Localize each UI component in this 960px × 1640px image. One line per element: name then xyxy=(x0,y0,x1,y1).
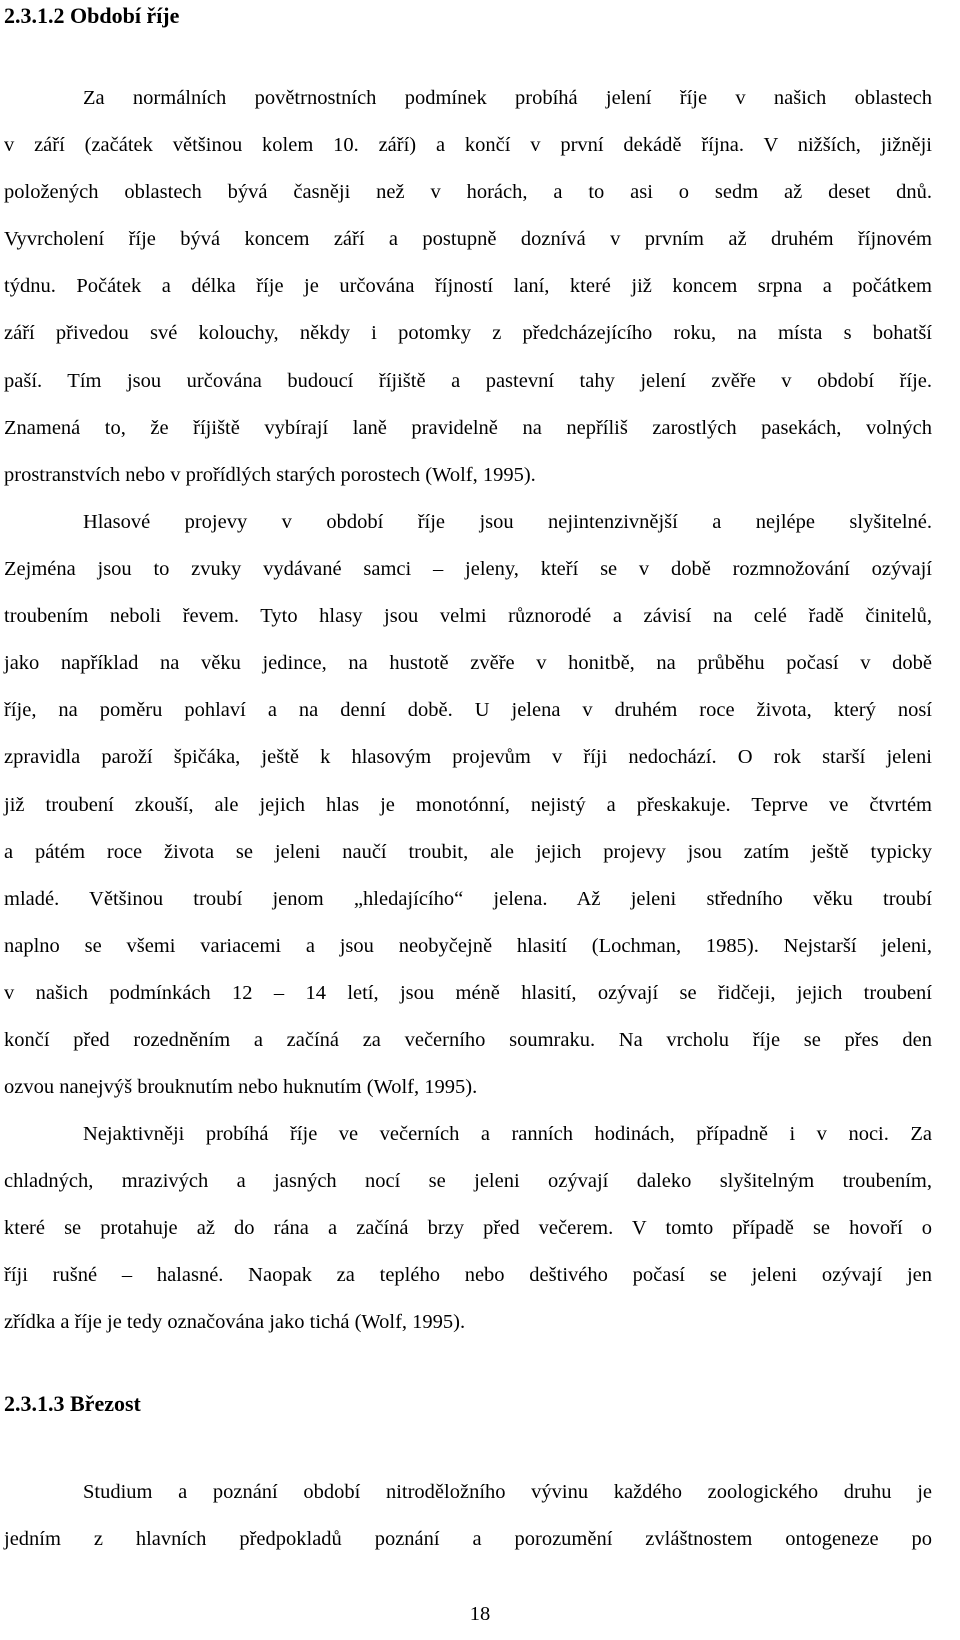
text-line: zpravidla paroží špičáka, ještě k hlasovým projevům v říji nedochází. O rok starší jeleni xyxy=(4,746,932,769)
text-line: jako například na věku jedince, na hustotě zvěře v honitbě, na průběhu počasí v době xyxy=(4,652,932,675)
text-line: položených oblastech bývá časněji než v horách, a to asi o sedm až deset dnů. xyxy=(4,181,932,204)
paragraph xyxy=(4,507,932,1119)
paragraph xyxy=(4,1477,932,1571)
section-heading-pregnancy: 2.3.1.3 Březost xyxy=(4,1391,141,1416)
text-line: naplno se všemi variacemi a jsou neobyčejně hlasití (Lochman, 1985). Nejstarší jeleni, xyxy=(4,934,932,957)
text-line: Znamená to, že říjiště vybírají laně pravidelně na nepříliš zarostlých pasekách, volných xyxy=(4,416,932,439)
text-line: v září (začátek většinou kolem 10. září) a končí v první dekádě října. V nižších, jižněji xyxy=(4,134,932,157)
text-line: září přivedou své kolouchy, někdy i potomky z předcházejícího roku, na místa s bohatší xyxy=(4,322,932,345)
text-line: prostranstvích nebo v prořídlých starých porostech (Wolf, 1995). xyxy=(4,463,536,486)
text-line: týdnu. Počátek a délka říje je určována říjností laní, které již koncem srpna a počátkem xyxy=(4,275,932,298)
text-line: Za normálních povětrnostních podmínek probíhá jelení říje v našich oblastech xyxy=(83,87,932,109)
text-line: Hlasové projevy v období říje jsou nejintenzivnější a nejlépe slyšitelné. xyxy=(83,511,932,533)
text-line: troubením neboli řevem. Tyto hlasy jsou velmi různorodé a závisí na celé řadě činitelů, xyxy=(4,605,932,628)
text-line: v našich podmínkách 12 – 14 letí, jsou méně hlasití, ozývají se řidčeji, jejich troubení xyxy=(4,981,932,1004)
page-number: 18 xyxy=(469,1603,491,1625)
text-line: Studium a poznání období nitroděložního vývinu každého zoologického druhu je xyxy=(83,1481,932,1503)
text-line: a pátém roce života se jeleni naučí troubit, ale jejich projevy jsou zatím ještě typicky xyxy=(4,840,932,863)
text-line: říji rušné – halasné. Naopak za teplého nebo deštivého počasí se jeleni ozývají jen xyxy=(4,1264,932,1287)
text-line: Zejména jsou to zvuky vydávané samci – jeleny, kteří se v době rozmnožování ozývají xyxy=(4,558,932,581)
section-heading-rut: 2.3.1.2 Období říje xyxy=(4,3,180,28)
text-line: končí před rozedněním a začíná za večerního soumraku. Na vrcholu říje se přes den xyxy=(4,1029,932,1052)
text-line: které se protahuje až do rána a začíná brzy před večerem. V tomto případě se hovoří o xyxy=(4,1217,932,1240)
text-line: chladných, mrazivých a jasných nocí se jeleni ozývají daleko slyšitelným troubením, xyxy=(4,1170,932,1193)
text-line: již troubení zkouší, ale jejich hlas je monotónní, nejistý a přeskakuje. Teprve ve čtvrtém xyxy=(4,793,932,816)
paragraph xyxy=(4,1119,932,1354)
text-line: Nejaktivněji probíhá říje ve večerních a ranních hodinách, případně i v noci. Za xyxy=(83,1123,932,1145)
text-line: mladé. Většinou troubí jenom „hledajícího“ jelena. Až jeleni středního věku troubí xyxy=(4,887,932,910)
text-line: říje, na poměru pohlaví a na denní době. U jelena v druhém roce života, který nosí xyxy=(4,699,932,722)
text-line: paší. Tím jsou určována budoucí říjiště a pastevní tahy jelení zvěře v období říje. xyxy=(4,369,932,392)
text-line: ozvou nanejvýš brouknutím nebo huknutím (Wolf, 1995). xyxy=(4,1076,478,1099)
paragraph xyxy=(4,83,932,507)
text-line: zřídka a říje je tedy označována jako tichá (Wolf, 1995). xyxy=(4,1311,466,1334)
text-line: Vyvrcholení říje bývá koncem září a postupně doznívá v prvním až druhém říjnovém xyxy=(4,228,932,251)
text-line: jedním z hlavních předpokladů poznání a porozumění zvláštnostem ontogeneze po xyxy=(4,1528,932,1551)
